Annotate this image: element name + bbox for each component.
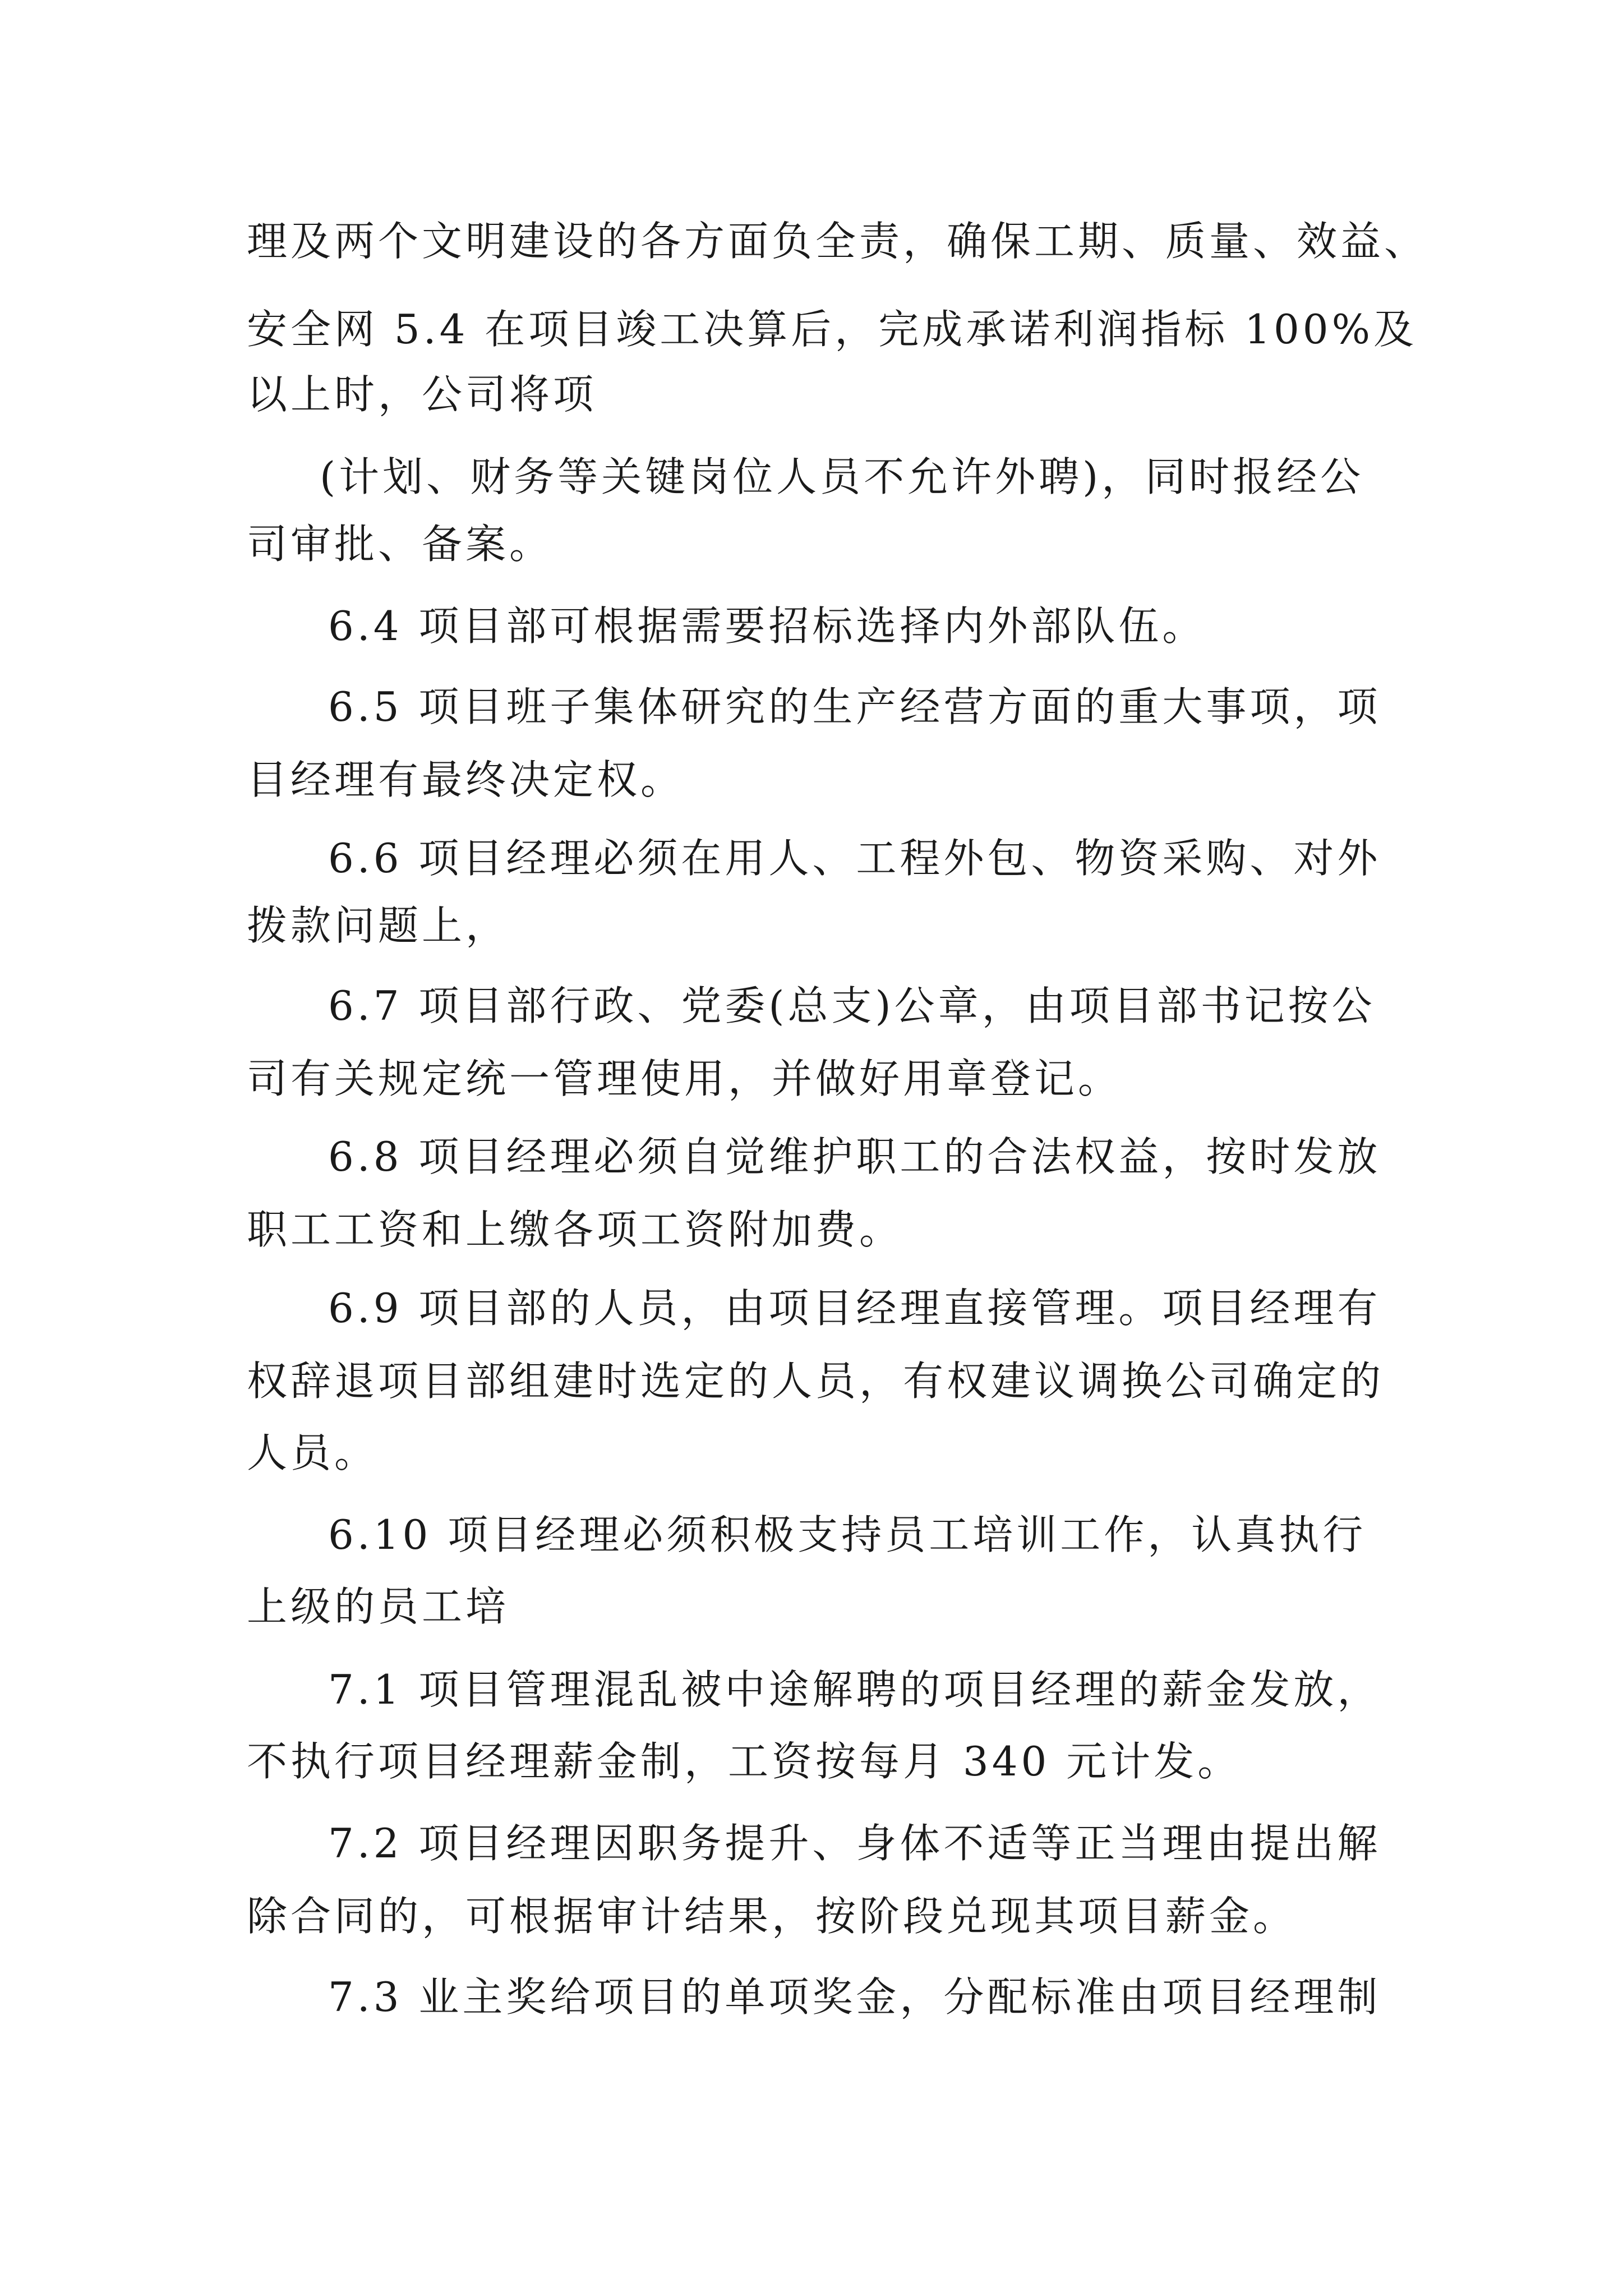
text-line: 不执行项目经理薪金制，工资按每月 340 元计发。	[247, 1738, 1242, 1785]
text-line: 7.2 项目经理因职务提升、身体不适等正当理由提出解	[328, 1820, 1381, 1867]
text-line: 6.6 项目经理必须在用人、工程外包、物资采购、对外	[328, 835, 1381, 882]
text-line: 司有关规定统一管理使用，并做好用章登记。	[247, 1055, 1122, 1102]
text-line: 6.8 项目经理必须自觉维护职工的合法权益，按时发放	[328, 1133, 1381, 1180]
text-line: 司审批、备案。	[247, 521, 554, 568]
text-line: 拨款问题上，	[247, 902, 510, 949]
text-line: 7.3 业主奖给项目的单项奖金，分配标准由项目经理制	[328, 1973, 1381, 2021]
text-line: 安全网 5.4 在项目竣工决算后，完成承诺利润指标 100%及	[247, 306, 1418, 353]
text-line: 以上时，公司将项	[247, 371, 597, 418]
text-line: 权辞退项目部组建时选定的人员，有权建议调换公司确定的	[247, 1358, 1385, 1405]
text-line: (计划、财务等关键岗位人员不允许外聘)，同时报经公	[320, 453, 1364, 500]
text-line: 6.4 项目部可根据需要招标选择内外部队伍。	[328, 602, 1206, 650]
text-line: 除合同的，可根据审计结果，按阶段兑现其项目薪金。	[247, 1893, 1297, 1940]
text-line: 理及两个文明建设的各方面负全责，确保工期、质量、效益、	[247, 218, 1428, 265]
text-line: 6.9 项目部的人员，由项目经理直接管理。项目经理有	[328, 1285, 1381, 1332]
text-line: 6.5 项目班子集体研究的生产经营方面的重大事项，项	[328, 683, 1381, 730]
text-line: 7.1 项目管理混乱被中途解聘的项目经理的薪金发放，	[328, 1666, 1381, 1713]
text-line: 人员。	[247, 1429, 379, 1476]
text-line: 目经理有最终决定权。	[247, 756, 685, 803]
text-line: 职工工资和上缴各项工资附加费。	[247, 1206, 903, 1253]
text-line: 上级的员工培	[247, 1583, 510, 1630]
text-line: 6.10 项目经理必须积极支持员工培训工作，认真执行	[328, 1511, 1367, 1558]
text-line: 6.7 项目部行政、党委(总支)公章，由项目部书记按公	[328, 982, 1376, 1029]
